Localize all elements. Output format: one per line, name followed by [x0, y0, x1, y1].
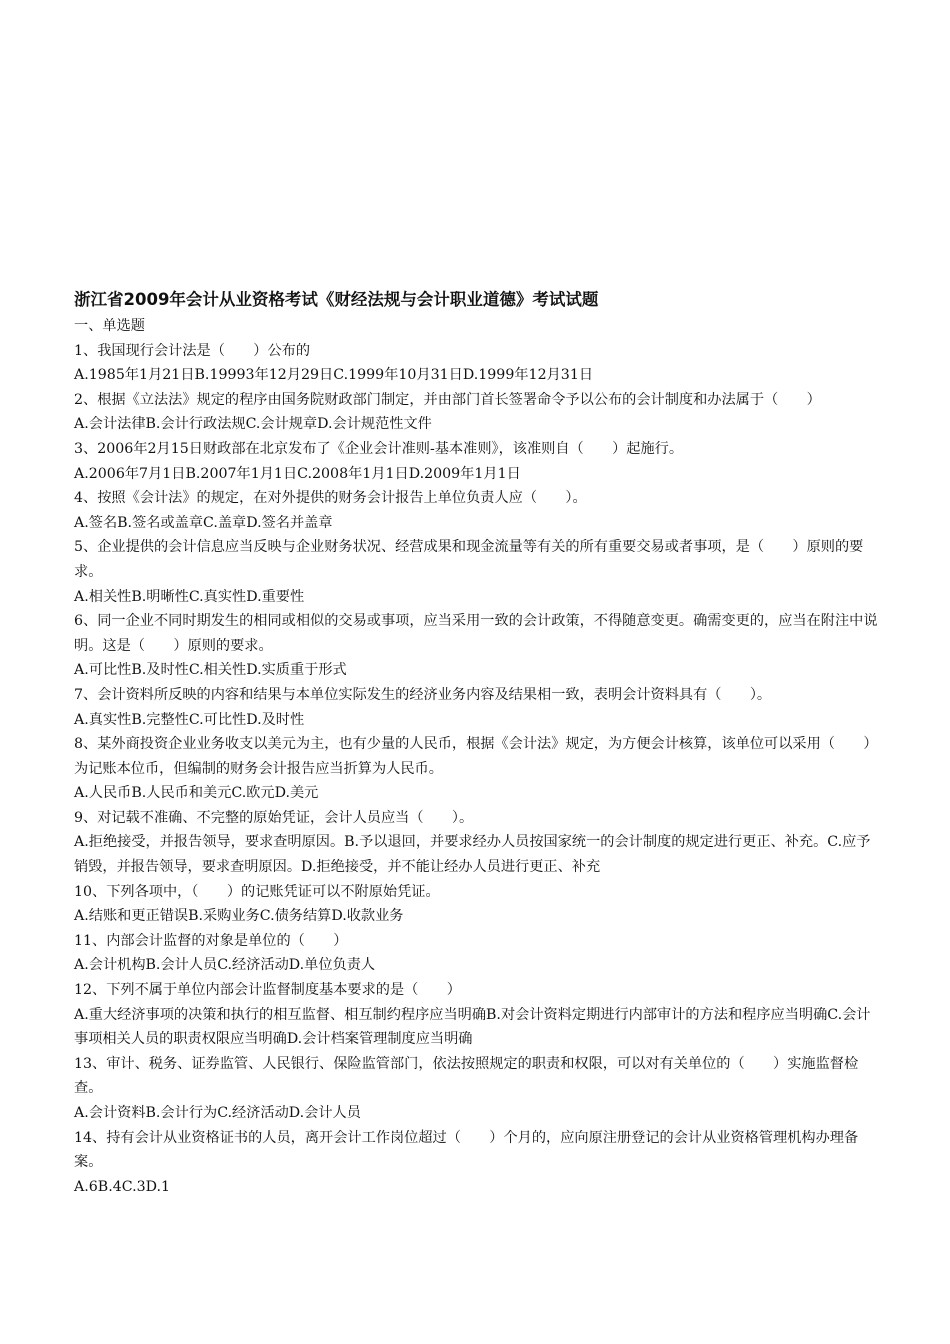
question-options: A.可比性B.及时性C.相关性D.实质重于形式	[74, 662, 347, 679]
question-text: 14、持有会计从业资格证书的人员，离开会计工作岗位超过（ ）个月的，应向原注册登记的会计从业资格管理机构办理备案。	[74, 1129, 859, 1171]
question-options: A.6B.4C.3D.1	[74, 1178, 171, 1195]
question-13	[74, 1052, 882, 1126]
question-7	[74, 683, 882, 732]
question-2	[74, 388, 882, 437]
question-6	[74, 609, 882, 683]
question-text: 12、下列不属于单位内部会计监督制度基本要求的是（ ）	[74, 982, 461, 999]
question-text: 3、2006年2月15日财政部在北京发布了《企业会计准则-基本准则》，该准则自（ ）起施行。	[74, 440, 684, 457]
section-heading: 一、单选题	[74, 318, 145, 334]
question-1	[74, 339, 882, 388]
question-text: 8、某外商投资企业业务收支以美元为主，也有少量的人民币，根据《会计法》规定，为方便会计核算，该单位可以采用（ ）为记账本位币，但编制的财务会计报告应当折算为人民币。	[74, 736, 878, 777]
question-text: 10、下列各项中，（ ）的记账凭证可以不附原始凭证。	[74, 883, 440, 900]
question-8	[74, 732, 882, 806]
question-options: A.1985年1月21日B.19993年12月29日C.1999年10月31日D.1999年12月31日	[74, 367, 594, 384]
question-options: A.会计机构B.会计人员C.经济活动D.单位负责人	[74, 957, 376, 974]
question-options: A.会计法律B.会计行政法规C.会计规章D.会计规范性文件	[74, 416, 432, 433]
question-text: 2、根据《立法法》规定的程序由国务院财政部门制定，并由部门首长签署命令予以公布的会计制度和办法属于（ ）	[74, 391, 821, 408]
document-title: 浙江省2009年会计从业资格考试《财经法规与会计职业道德》考试试题	[74, 290, 599, 309]
question-11	[74, 929, 882, 978]
question-3	[74, 437, 882, 486]
question-options: A.人民币B.人民币和美元C.欧元D.美元	[74, 785, 319, 802]
question-12	[74, 978, 882, 1052]
question-text: 6、同一企业不同时期发生的相同或相似的交易或事项，应当采用一致的会计政策，不得随意变更。确需变更的，应当在附注中说明。这是（ ）原则的要求。	[74, 613, 878, 654]
question-options: A.拒绝接受，并报告领导，要求查明原因。B.予以退回，并要求经办人员按国家统一的会计制度的规定进行更正、补充。C.应予销毁，并报告领导，要求查明原因。D.拒绝接受，并不能让经办人员进行更正、补充	[74, 834, 871, 876]
question-text: 1、我国现行会计法是（ ）公布的	[74, 342, 311, 359]
question-options: A.签名B.签名或盖章C.盖章D.签名并盖章	[74, 514, 333, 531]
question-options: A.相关性B.明晰性C.真实性D.重要性	[74, 588, 305, 605]
document-page	[74, 286, 882, 1199]
question-options: A.真实性B.完整性C.可比性D.及时性	[74, 711, 305, 728]
question-options: A.2006年7月1日B.2007年1月1日C.2008年1月1日D.2009年1月1日	[74, 465, 521, 482]
question-text: 11、内部会计监督的对象是单位的（ ）	[74, 932, 348, 949]
question-text: 9、对记载不准确、不完整的原始凭证，会计人员应当（ ）。	[74, 809, 474, 826]
question-4	[74, 486, 882, 535]
question-text: 5、企业提供的会计信息应当反映与企业财务状况、经营成果和现金流量等有关的所有重要交易或者事项，是（ ）原则的要求。	[74, 539, 864, 580]
question-text: 4、按照《会计法》的规定，在对外提供的财务会计报告上单位负责人应（ ）。	[74, 490, 587, 507]
question-options: A.重大经济事项的决策和执行的相互监督、相互制约程序应当明确B.对会计资料定期进行内部审计的方法和程序应当明确C.会计事项相关人员的职责权限应当明确D.会计档案管理制度应当明确	[74, 1006, 871, 1048]
question-10	[74, 880, 882, 929]
question-text: 13、审计、税务、证券监管、人民银行、保险监管部门，依法按照规定的职责和权限，可以对有关单位的（ ）实施监督检查。	[74, 1055, 859, 1097]
question-text: 7、会计资料所反映的内容和结果与本单位实际发生的经济业务内容及结果相一致，表明会计资料具有（ ）。	[74, 686, 772, 703]
question-options: A.会计资料B.会计行为C.经济活动D.会计人员	[74, 1105, 361, 1121]
question-5	[74, 535, 882, 609]
question-options: A.结账和更正错误B.采购业务C.债务结算D.收款业务	[74, 908, 404, 925]
question-14	[74, 1126, 882, 1200]
question-9	[74, 806, 882, 880]
